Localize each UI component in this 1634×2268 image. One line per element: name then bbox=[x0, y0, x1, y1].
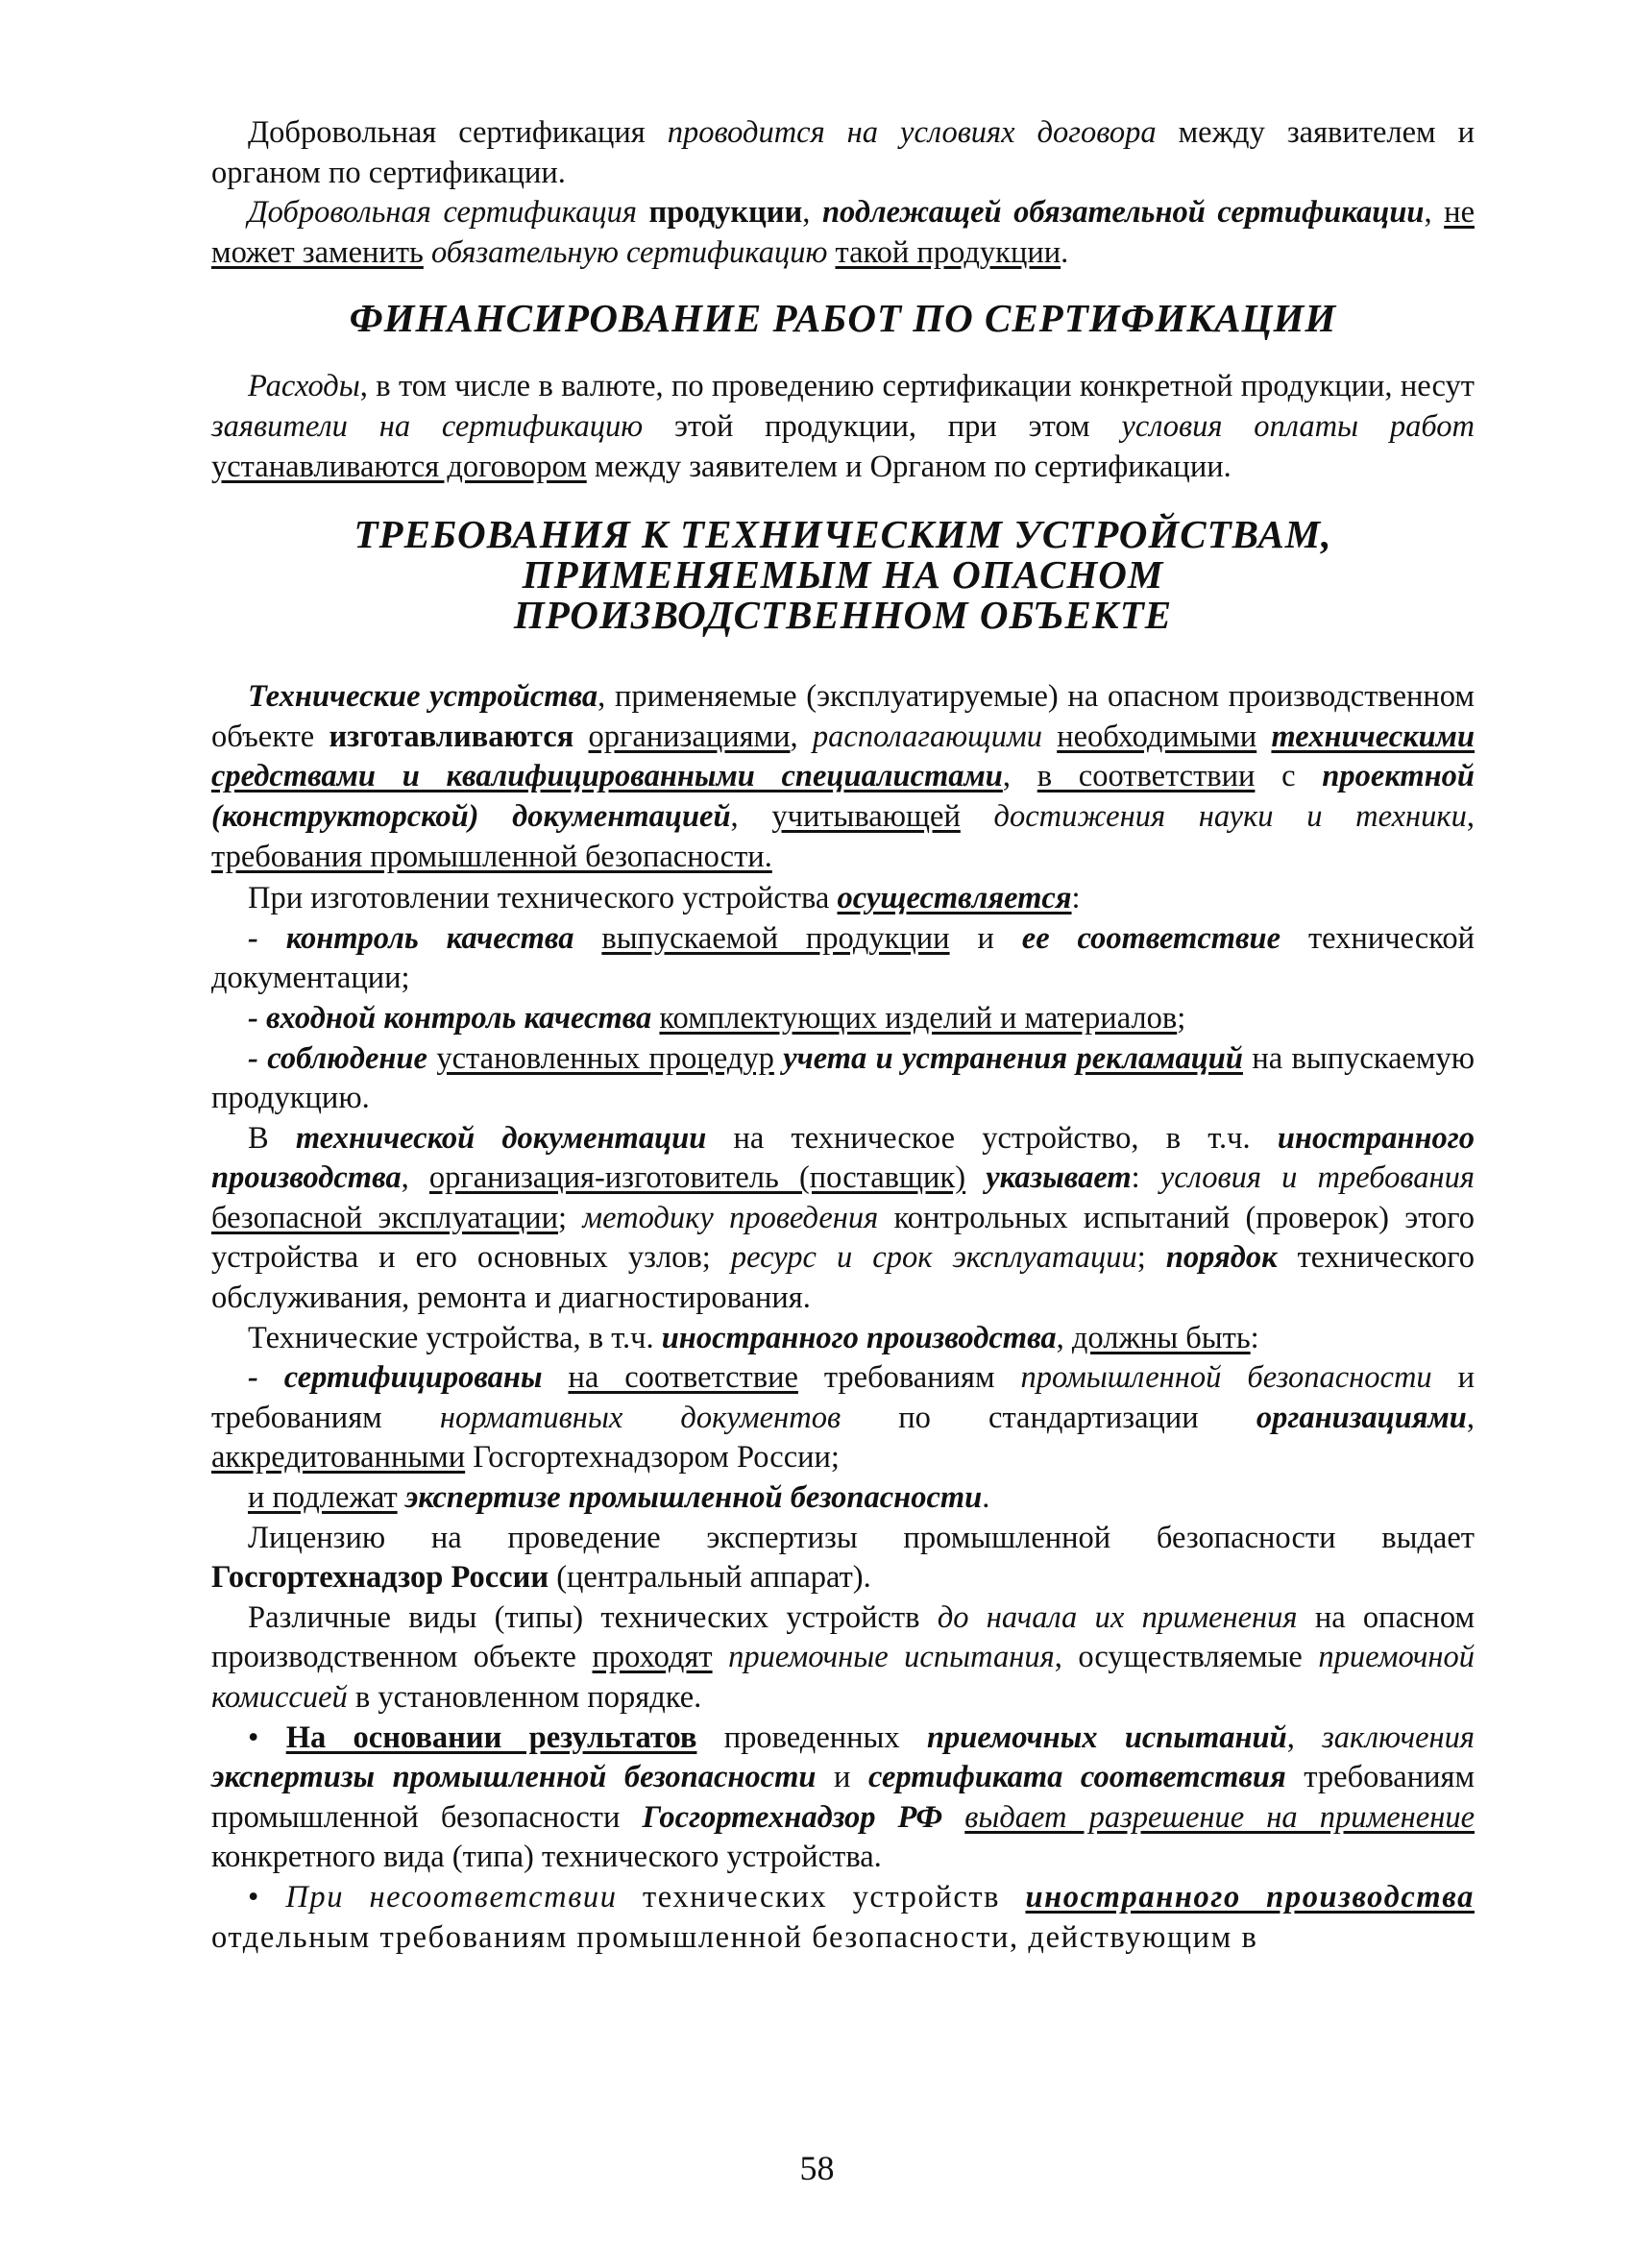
list-item-input-control bbox=[211, 999, 1475, 1039]
list-item-subject-to-expertise bbox=[211, 1478, 1475, 1519]
text-run: Технические устройства bbox=[248, 679, 598, 715]
text-run: : bbox=[1131, 1160, 1160, 1196]
text-run bbox=[965, 1160, 986, 1195]
text-run: проходят bbox=[592, 1640, 713, 1675]
text-run: При несоответствии bbox=[285, 1879, 618, 1914]
paragraph-documentation bbox=[211, 1119, 1475, 1319]
text-run: - контроль качества bbox=[248, 920, 574, 956]
text-run: установленных процедур bbox=[436, 1040, 774, 1076]
text-run: ее соответствие bbox=[1021, 920, 1281, 956]
text-run: безопасной эксплуатации bbox=[211, 1200, 559, 1235]
text-run: достижения науки и техники bbox=[993, 798, 1467, 834]
text-run: в соответствии bbox=[1036, 759, 1256, 794]
text-run: технических устройств bbox=[617, 1879, 1026, 1914]
page-body bbox=[211, 113, 1475, 1958]
text-run: - сертифицированы bbox=[248, 1360, 543, 1396]
text-run: Госгортехнадзором России; bbox=[465, 1440, 840, 1475]
heading-line: ПРОИЗВОДСТВЕННОМ ОБЪЕКТЕ bbox=[513, 593, 1173, 638]
text-run: техническими средствами и квалифицированными специалистами bbox=[211, 719, 1475, 794]
text-run: Различные виды (типы) технических устройств bbox=[248, 1599, 938, 1635]
text-run: ресурс и срок эксплуатации bbox=[730, 1240, 1137, 1276]
paragraph-manufacturing bbox=[211, 879, 1475, 919]
heading-line: ПРИМЕНЯЕМЫМ НА ОПАСНОМ bbox=[522, 552, 1164, 597]
paragraph-voluntary-not-replace bbox=[211, 193, 1475, 273]
text-run: обязательную сертификацию bbox=[423, 234, 828, 270]
text-run: рекламаций bbox=[1076, 1040, 1243, 1076]
bullet-icon: • bbox=[248, 1719, 286, 1755]
text-run: требованиям промышленной безопасности bbox=[211, 1760, 1475, 1835]
text-run: и bbox=[949, 920, 1022, 956]
text-run: аккредитованными bbox=[211, 1440, 466, 1475]
text-run: технического обслуживания, ремонта и диагностирования. bbox=[211, 1240, 1475, 1316]
text-run: Госгортехнадзор РФ bbox=[642, 1799, 943, 1835]
text-run: условия и требования bbox=[1159, 1160, 1475, 1196]
text-run: Добровольная сертификация bbox=[248, 115, 668, 150]
text-run: по стандартизации bbox=[841, 1400, 1256, 1435]
text-run: комплектующих изделий и материалов bbox=[659, 1000, 1178, 1036]
text-run: В bbox=[248, 1120, 296, 1156]
section-heading-requirements bbox=[211, 512, 1475, 638]
text-run: выдает разрешение на применение bbox=[964, 1799, 1475, 1835]
text-run: конкретного вида (типа) технического устройства. bbox=[211, 1840, 882, 1875]
text-run: и bbox=[816, 1760, 868, 1795]
text-run: - соблюдение bbox=[248, 1040, 427, 1076]
text-run: - входной контроль качества bbox=[248, 1000, 652, 1036]
text-run: порядок bbox=[1165, 1240, 1278, 1276]
bullet-permission bbox=[211, 1719, 1475, 1878]
text-run: При изготовлении технического устройства bbox=[248, 881, 838, 916]
text-run: такой продукции bbox=[835, 234, 1061, 270]
text-run: продукции bbox=[637, 195, 803, 231]
bullet-icon: • bbox=[248, 1879, 286, 1914]
text-run: учета и устранения bbox=[783, 1040, 1068, 1076]
section-heading-financing: ФИНАНСИРОВАНИЕ РАБОТ ПО СЕРТИФИКАЦИИ bbox=[349, 296, 1337, 341]
paragraph-expenses bbox=[211, 367, 1475, 487]
paragraph-acceptance-tests bbox=[211, 1598, 1475, 1719]
text-run bbox=[573, 921, 601, 956]
paragraph-voluntary-certification bbox=[211, 113, 1475, 193]
text-run: промышленной безопасности bbox=[1020, 1360, 1432, 1396]
text-run: . bbox=[1061, 234, 1069, 270]
text-run: приемочных испытаний bbox=[926, 1719, 1287, 1755]
text-run: заключения bbox=[1322, 1719, 1475, 1755]
text-run bbox=[573, 719, 588, 754]
text-run: учитывающей bbox=[771, 798, 961, 834]
text-run: , bbox=[730, 798, 772, 834]
text-run: ; bbox=[1136, 1240, 1166, 1276]
text-run: технической документации bbox=[295, 1120, 707, 1156]
text-run: Госгортехнадзор России bbox=[211, 1560, 549, 1596]
text-run: в установленном порядке. bbox=[347, 1680, 702, 1715]
text-run: между заявителем и Органом по сертификации. bbox=[586, 449, 1232, 484]
text-run: ; bbox=[558, 1200, 583, 1235]
text-run: , bbox=[1286, 1719, 1323, 1755]
text-run: , bbox=[790, 719, 813, 754]
list-item-quality-control bbox=[211, 919, 1475, 999]
text-run: , bbox=[1056, 1320, 1072, 1355]
text-run: , bbox=[802, 195, 822, 231]
text-run: осуществляется bbox=[837, 881, 1072, 916]
heading-line: ТРЕБОВАНИЯ К ТЕХНИЧЕСКИМ УСТРОЙСТВАМ, bbox=[354, 512, 1332, 557]
text-run bbox=[1042, 719, 1057, 754]
text-run: изготавливаются bbox=[329, 719, 574, 754]
list-item-procedures bbox=[211, 1039, 1475, 1119]
text-run: , bbox=[1424, 195, 1445, 231]
text-run: условия оплаты работ bbox=[1121, 408, 1475, 444]
text-run: указывает bbox=[986, 1160, 1132, 1196]
text-run: устанавливаются договором bbox=[211, 449, 587, 484]
text-run: проектной (конструкторской) документацией bbox=[211, 759, 1475, 834]
text-run: Добровольная сертификация bbox=[248, 195, 637, 231]
list-item-certified bbox=[211, 1358, 1475, 1478]
text-run: . bbox=[982, 1480, 990, 1516]
text-run: заявители на сертификацию bbox=[211, 408, 644, 444]
text-run: , bbox=[1466, 1400, 1475, 1435]
text-run: приемочной комиссией bbox=[211, 1640, 1475, 1715]
text-run: Расходы bbox=[248, 369, 360, 404]
text-run: и подлежат bbox=[248, 1480, 398, 1516]
text-run: организация-изготовитель (поставщик) bbox=[428, 1160, 966, 1196]
text-run: методику проведения bbox=[582, 1200, 879, 1235]
text-run: Лицензию на проведение экспертизы промышленной безопасности выдает bbox=[248, 1520, 1475, 1555]
text-run bbox=[398, 1480, 405, 1515]
text-run: технической документации; bbox=[211, 920, 1475, 996]
text-run: проводится на условиях договора bbox=[667, 115, 1157, 150]
text-run: проведенных bbox=[696, 1719, 927, 1755]
text-run: располагающими bbox=[812, 719, 1042, 754]
text-run: : bbox=[1250, 1320, 1259, 1355]
text-run: выпускаемой продукции bbox=[601, 920, 950, 956]
text-run bbox=[713, 1640, 729, 1674]
text-run: , bbox=[401, 1160, 429, 1196]
text-run: На основании результатов bbox=[285, 1719, 697, 1755]
text-run: требования промышленной безопасности. bbox=[211, 839, 772, 874]
text-run: экспертизе промышленной безопасности bbox=[404, 1480, 983, 1516]
text-run: (центральный аппарат). bbox=[549, 1560, 871, 1596]
text-run: между заявителем и органом по сертификации. bbox=[211, 115, 1475, 190]
bullet-nonconformity bbox=[211, 1878, 1475, 1958]
text-run: подлежащей обязательной сертификации bbox=[821, 195, 1425, 231]
text-run: ; bbox=[1177, 1000, 1186, 1036]
text-run: отдельным требованиям промышленной безопасности, действующим в bbox=[211, 1919, 1258, 1955]
text-run: , bbox=[1466, 798, 1475, 834]
text-run: на выпускаемую продукцию. bbox=[211, 1040, 1475, 1116]
text-run: требованиям bbox=[797, 1360, 1021, 1396]
text-run: организациями bbox=[1256, 1400, 1467, 1435]
text-run: на опасном производственном объекте bbox=[211, 1599, 1475, 1675]
text-run: не может заменить bbox=[211, 195, 1475, 270]
text-run: , осуществляемые bbox=[1054, 1640, 1319, 1675]
text-run bbox=[427, 1041, 436, 1076]
text-run: : bbox=[1071, 881, 1081, 916]
text-run: организациями bbox=[588, 719, 791, 754]
text-run bbox=[1256, 719, 1271, 754]
text-run: Технические устройства, в т.ч. bbox=[248, 1320, 662, 1355]
text-run: приемочные испытания bbox=[728, 1640, 1055, 1675]
text-run: на соответствие bbox=[568, 1360, 798, 1396]
text-run: сертификата соответствия bbox=[867, 1760, 1286, 1795]
text-run: с bbox=[1255, 759, 1323, 794]
text-run: иностранного производства bbox=[211, 1120, 1475, 1196]
text-run: экспертизы промышленной безопасности bbox=[211, 1760, 817, 1795]
text-run: на техническое устройство, в т.ч. bbox=[706, 1120, 1278, 1156]
text-run: до начала их применения bbox=[937, 1599, 1298, 1635]
text-run bbox=[774, 1041, 783, 1076]
page-number: 58 bbox=[799, 2149, 835, 2187]
text-run bbox=[961, 799, 994, 834]
text-run bbox=[543, 1360, 569, 1395]
text-run: и требованиям bbox=[211, 1360, 1475, 1435]
text-run bbox=[942, 1800, 964, 1835]
text-run: нормативных документов bbox=[439, 1400, 841, 1435]
text-run: этой продукции, при этом bbox=[643, 408, 1122, 444]
paragraph-license bbox=[211, 1519, 1475, 1598]
text-run: , применяемые (эксплуатируемые) на опасном производственном объекте bbox=[211, 679, 1475, 754]
text-run: контрольных испытаний (проверок) этого устройства и его основных узлов; bbox=[211, 1200, 1475, 1276]
text-run: иностранного производства bbox=[1025, 1879, 1475, 1914]
text-run: , в том числе в валюте, по проведению сертификации конкретной продукции, несут bbox=[359, 369, 1475, 404]
text-run bbox=[827, 235, 835, 270]
text-run: должны быть bbox=[1071, 1320, 1251, 1355]
text-run: необходимыми bbox=[1057, 719, 1257, 754]
text-run: , bbox=[1002, 759, 1037, 794]
paragraph-technical-devices bbox=[211, 677, 1475, 877]
paragraph-must-be bbox=[211, 1319, 1475, 1359]
text-run: иностранного производства bbox=[661, 1320, 1057, 1355]
